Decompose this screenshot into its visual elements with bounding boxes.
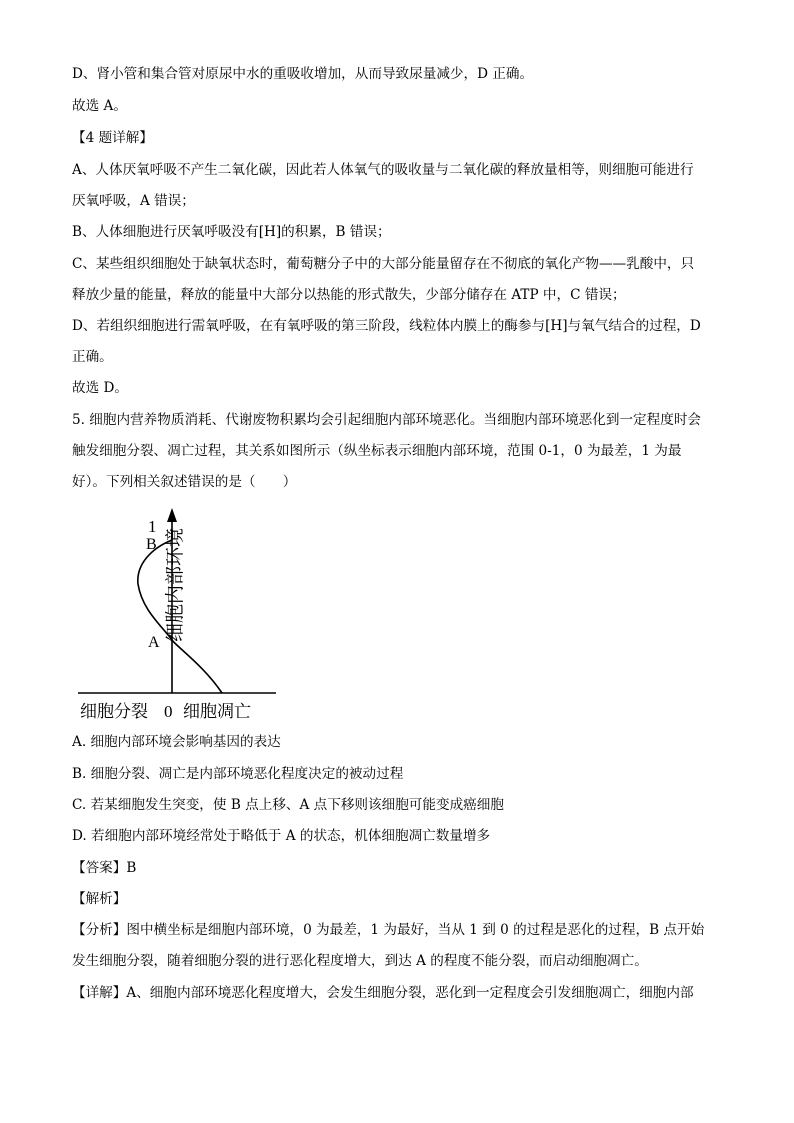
cell-environment-figure [76,506,278,724]
text-line: 故选 D。 [72,380,129,396]
question-stem: 好）。下列相关叙述错误的是（ ） [72,474,297,490]
question-stem: 触发细胞分裂、凋亡过程，其关系如图所示（纵坐标表示细胞内部环境，范围 0-1，0 为最差，1 为最 [72,443,682,459]
origin-label: 0 [164,702,173,721]
analysis-line: 【分析】图中横坐标是细胞内部环境，0 为最差，1 为最好，当从 1 到 0 的过程是恶化的过程，B 点开始 [72,922,705,938]
option-b: B. 细胞分裂、凋亡是内部环境恶化程度决定的被动过程 [72,766,404,782]
text-line: 厌氧呼吸，A 错误； [72,193,195,209]
y-axis-label: 细胞内部环境 [164,527,186,642]
point-a-label: A [148,634,160,651]
top-tick-label: 1 [148,517,157,536]
y-axis-arrow-icon [167,508,177,522]
analysis-heading: 【解析】 [72,891,127,907]
figure-graphic [76,506,278,724]
section-heading: 【4 题详解】 [72,130,153,146]
question-stem: 5. 细胞内营养物质消耗、代谢废物积累均会引起细胞内部环境恶化。当细胞内部环境恶化到一定程度时会 [72,412,702,428]
text-line: B、人体细胞进行厌氧呼吸没有[H]的积累，B 错误； [72,224,391,240]
x-left-label: 细胞分裂 [80,702,148,722]
analysis-line: 【详解】A、细胞内部环境恶化程度增大，会发生细胞分裂，恶化到一定程度会引发细胞凋亡，细胞内部 [72,985,694,1001]
option-d: D. 若细胞内部环境经常处于略低于 A 的状态，机体细胞凋亡数量增多 [72,828,491,844]
text-line: 正确。 [72,349,113,365]
text-line: A、人体厌氧呼吸不产生二氧化碳，因此若人体氧气的吸收量与二氧化碳的释放量相等，则细胞可能进行 [72,162,694,178]
option-c: C. 若某细胞发生突变，使 B 点上移、A 点下移则该细胞可能变成癌细胞 [72,797,504,813]
x-right-label: 细胞凋亡 [183,702,251,722]
point-b-label: B [146,536,157,553]
text-line: D、若组织细胞进行需氧呼吸，在有氧呼吸的第三阶段，线粒体内膜上的酶参与[H]与氧气结合的过程，D [72,318,701,334]
text-line: D、肾小管和集合管对原尿中水的重吸收增加，从而导致尿量减少，D 正确。 [72,66,534,82]
text-line: 故选 A。 [72,98,127,114]
analysis-line: 发生细胞分裂，随着细胞分裂的进行恶化程度增大，到达 A 的程度不能分裂，而启动细胞凋亡。 [72,953,648,969]
answer-line: 【答案】B [72,860,137,876]
option-a: A. 细胞内部环境会影响基因的表达 [72,734,281,750]
text-line: C、某些组织细胞处于缺氧状态时，葡萄糖分子中的大部分能量留存在不彻底的氧化产物——乳酸中，只 [72,256,695,272]
text-line: 释放少量的能量，释放的能量中大部分以热能的形式散失，少部分储存在 ATP 中，C 错误； [72,287,626,303]
